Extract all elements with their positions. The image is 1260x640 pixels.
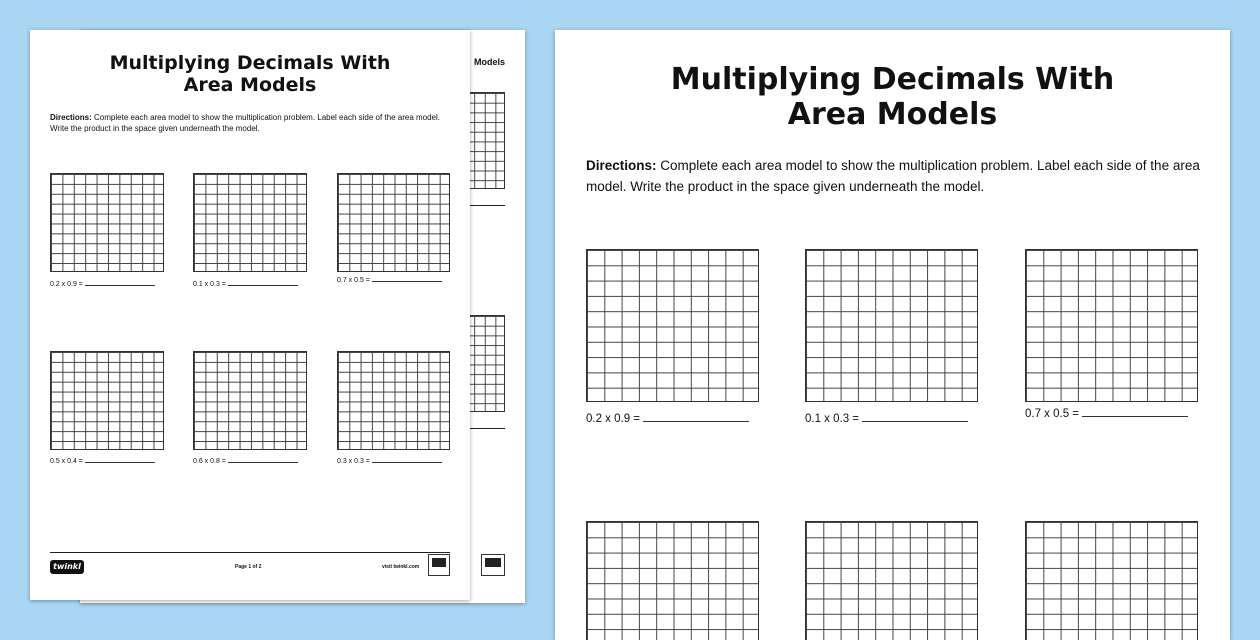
area-model-grid [586, 249, 759, 402]
site-label: visit twinkl.com [382, 564, 420, 570]
worksheet-page-large [555, 30, 1230, 640]
page-title-large: Multiplying Decimals With Area Models [670, 62, 1115, 133]
footer-divider [50, 552, 450, 553]
problem-label-large: 0.1 x 0.3 = [805, 413, 968, 425]
problem-label: 0.3 x 0.3 = [337, 458, 442, 465]
problem-label: 0.6 x 0.8 = [193, 458, 298, 465]
worksheet-page-small [30, 30, 470, 600]
problem-label-large: 0.2 x 0.9 = [586, 413, 749, 425]
area-model-grid [586, 521, 759, 640]
twinkl-logo: twinkl [50, 560, 84, 574]
badge-icon [428, 554, 450, 576]
area-model-grid [337, 351, 450, 450]
area-model-grid [805, 249, 978, 402]
back-page-title-fragment: Models [474, 57, 506, 67]
page-number-label: Page 1 of 2 [235, 564, 262, 570]
area-model-grid [1025, 249, 1198, 402]
area-model-grid [337, 173, 450, 272]
page-title: Multiplying Decimals With Area Models [109, 52, 391, 97]
problem-label: 0.2 x 0.9 = [50, 281, 155, 288]
directions-text: Directions: Complete each area model to show the multiplication problem. Label each side of the area model. Write the product in the space given underneath the model. [50, 113, 441, 134]
area-model-grid [805, 521, 978, 640]
area-model-grid [50, 173, 164, 272]
problem-label-large: 0.7 x 0.5 = [1025, 408, 1188, 420]
problem-label: 0.7 x 0.5 = [337, 277, 442, 284]
area-model-grid [193, 351, 307, 450]
back-badge-icon [481, 554, 505, 576]
problem-label: 0.1 x 0.3 = [193, 281, 298, 288]
area-model-grid [1025, 521, 1198, 640]
problem-label: 0.5 x 0.4 = [50, 458, 155, 465]
area-model-grid [50, 351, 164, 450]
directions-text-large: Directions: Complete each area model to show the multiplication problem. Label each side of the area model. Write the product in the space given underneath the model. [586, 158, 1200, 194]
area-model-grid [193, 173, 307, 272]
